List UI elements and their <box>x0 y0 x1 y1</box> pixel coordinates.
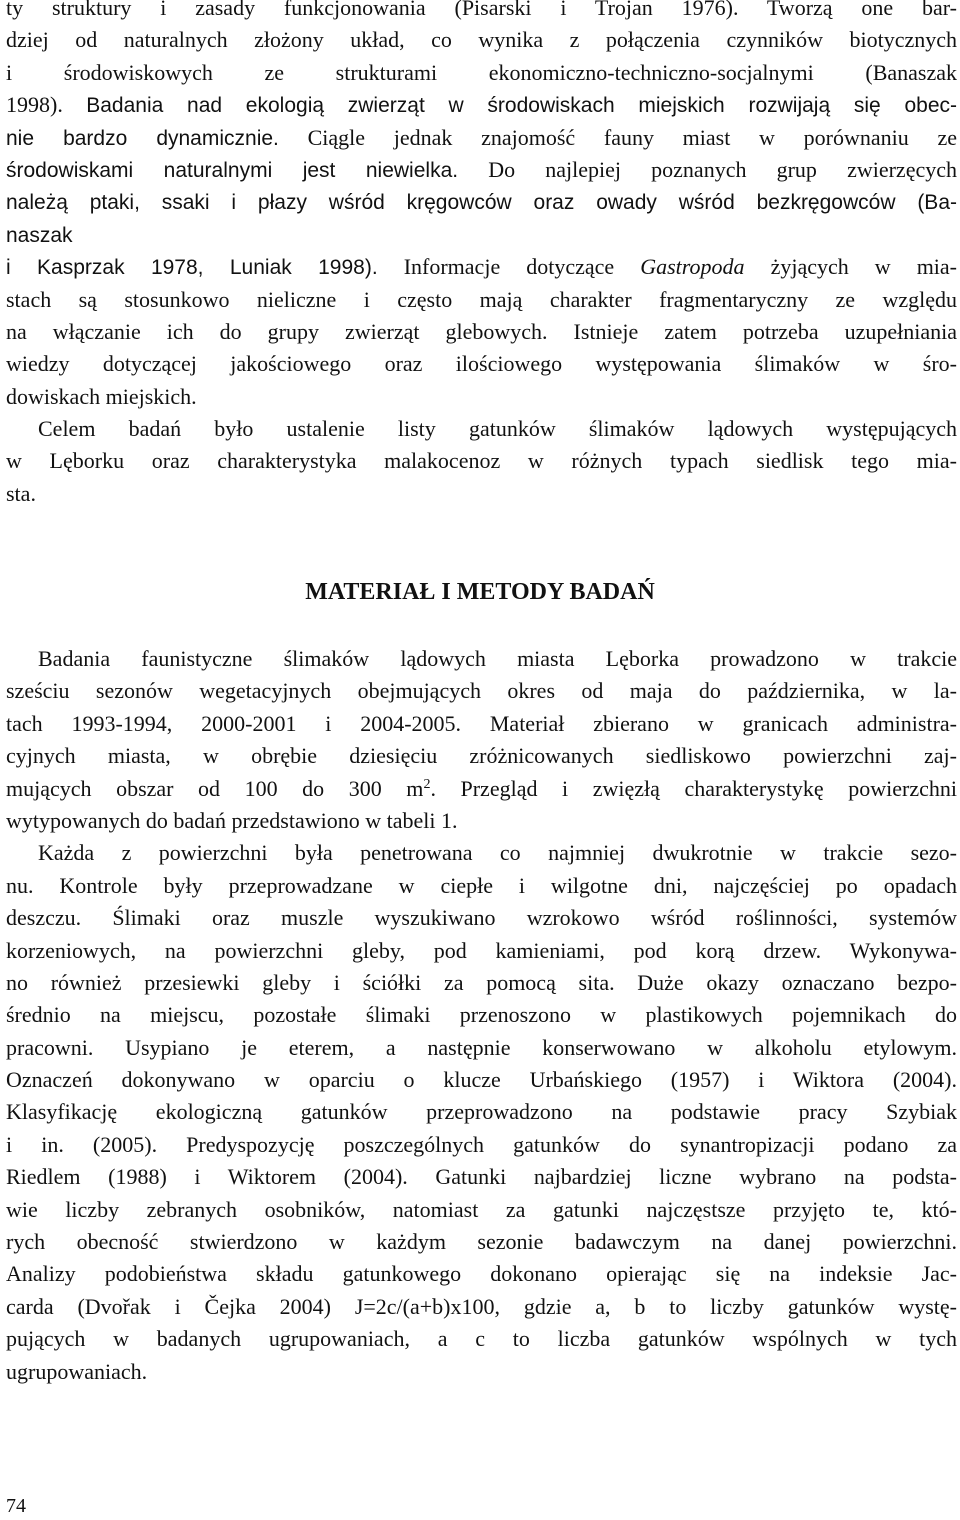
text-line <box>6 1356 957 1388</box>
text-line <box>6 1291 957 1323</box>
text-line <box>6 1226 957 1258</box>
text-line <box>6 967 957 999</box>
text-run: Do najlepiej poznanych grup zwierzęcych <box>458 156 957 182</box>
text-run: ty struktury i zasady funkcjonowania (Pisarski i Trojan 1976). Tworzą one bar- <box>6 0 957 20</box>
text-run: deszczu. Ślimaki oraz muszle wyszukiwano wzrokowo wśród roślinności, systemów <box>6 905 957 931</box>
text-line <box>6 1096 957 1128</box>
text-run: . Przegląd i zwięzłą charakterystykę powierzchni <box>430 775 957 801</box>
text-line <box>6 1323 957 1355</box>
text-run: Ciągle jednak znajomość fauny miast w porównaniu ze <box>278 124 957 150</box>
text-run: Klasyfikację ekologiczną gatunków przeprowadzono na podstawie pracy Szybiak <box>6 1099 957 1125</box>
text-run: sta. <box>6 480 36 506</box>
text-line <box>6 445 957 477</box>
text-line <box>6 1129 957 1161</box>
text-line <box>6 1258 957 1290</box>
text-run: mujących obszar od 100 do 300 m <box>6 775 424 801</box>
text-run: należą ptaki, ssaki i płazy wśród kręgowców oraz owady wśród bezkręgowców (Ba- <box>6 191 957 215</box>
text-run: tach 1993-1994, 2000-2001 i 2004-2005. Materiał zbierano w granicach administra- <box>6 710 957 736</box>
text-run: wiedzy dotyczącej jakościowego oraz ilościowego występowania ślimaków w śro- <box>6 351 957 377</box>
text-run: na włączanie ich do grupy zwierząt glebowych. <box>6 318 548 344</box>
section-heading: MATERIAŁ I METODY BADAŃ <box>305 579 655 605</box>
text-line <box>6 773 957 805</box>
text-run: korzeniowych, na powierzchni gleby, pod kamieniami, pod korą drzew. Wykonywa- <box>6 937 957 963</box>
text-line <box>6 478 957 510</box>
text-line <box>6 935 957 967</box>
text-line <box>6 1161 957 1193</box>
text-line <box>6 1032 957 1064</box>
text-run: Celem badań było ustalenie listy gatunków ślimaków lądowych występujących <box>38 416 957 442</box>
text-run: żyjących w mia- <box>744 254 957 280</box>
text-line <box>6 186 957 218</box>
text-line <box>6 381 957 413</box>
text-line <box>6 89 957 121</box>
text-run: cyjnych miasta, w obrębie dziesięciu zróżnicowanych siedliskowo powierzchni zaj- <box>6 743 957 769</box>
text-run: Badania faunistyczne ślimaków lądowych miasta Lęborka prowadzono w trakcie <box>38 646 957 671</box>
text-run: pracowni. Usypiano je eterem, a następnie konserwowano w alkoholu etylowym. <box>6 1034 957 1060</box>
text-line <box>6 837 957 869</box>
text-line <box>6 999 957 1031</box>
text-line <box>6 740 957 772</box>
text-line <box>6 805 957 837</box>
text-run: carda (Dvořak i Čejka 2004) J=2c/(a+b)x100, gdzie a, b to liczby gatunków wystę- <box>6 1293 957 1319</box>
text-line <box>6 708 957 740</box>
text-run: dziej od naturalnych złożony układ, co wynika z połączenia czynników biotycznych <box>6 27 957 53</box>
text-line <box>6 413 957 445</box>
text-line <box>6 0 957 24</box>
methods-paragraphs <box>6 643 957 1388</box>
italic-term: Gastropoda <box>640 254 745 280</box>
text-run: Riedlem (1988) i Wiktorem (2004). Gatunki najbardziej liczne wybrano na podsta- <box>6 1164 957 1190</box>
text-run: nu. Kontrole były przeprowadzane w ciepłe i wilgotne dni, najczęściej po opadach <box>6 872 957 898</box>
text-line <box>6 1194 957 1226</box>
superscript: 2 <box>423 776 431 792</box>
text-line <box>6 251 957 283</box>
text-run: no również przesiewki gleby i ściółki za pomocą sita. Duże okazy oznaczano bezpo- <box>6 969 957 995</box>
text-run: wytypowanych do badań przedstawiono w tabeli 1. <box>6 807 458 833</box>
text-run: stach są stosunkowo nieliczne i często mają charakter fragmentaryczny ze względu <box>6 286 957 312</box>
text-run: Oznaczeń dokonywano w oparciu o klucze Urbańskiego (1957) i Wiktora (2004). <box>6 1067 957 1093</box>
text-line <box>6 122 957 154</box>
text-line <box>6 675 957 707</box>
text-run: i in. (2005). Predyspozycję poszczególnych gatunków do synantropizacji podano za <box>6 1131 957 1157</box>
text-line <box>6 1064 957 1096</box>
text-line <box>6 154 957 186</box>
text-run: i środowiskowych ze strukturami ekonomiczno-techniczno-socjalnymi (Banaszak <box>6 59 957 85</box>
text-run: pujących w badanych ugrupowaniach, a c to liczba gatunków wspólnych w tych <box>6 1326 957 1352</box>
text-line <box>6 643 957 675</box>
text-run: dowiskach miejskich. <box>6 383 197 409</box>
text-run: rych obecność stwierdzono w każdym sezonie badawczym na danej powierzchni. <box>6 1229 957 1255</box>
text-run: nie bardzo dynamicznie. <box>6 126 279 150</box>
text-run: Każda z powierzchni była penetrowana co najmniej dwukrotnie w trakcie sezo- <box>38 840 957 866</box>
page-number: 74 <box>6 1495 26 1517</box>
text-line <box>6 284 957 316</box>
text-run: naszak <box>6 223 73 247</box>
text-run: sześciu sezonów wegetacyjnych obejmujących okres od maja do października, w la- <box>6 678 957 704</box>
text-run: Badania nad ekologią zwierząt w środowiskach miejskich rozwijają się obec- <box>86 94 957 118</box>
text-line <box>6 870 957 902</box>
text-line <box>6 24 957 56</box>
text-run: wie liczby zebranych osobników, natomiast za gatunki najczęstsze przyjęto te, któ- <box>6 1196 957 1222</box>
text-line <box>6 219 957 251</box>
text-run: środowiskami naturalnymi jest niewielka. <box>6 158 459 182</box>
text-run: Informacje dotyczące <box>377 254 641 280</box>
text-run: 1998). <box>6 92 87 118</box>
text-line <box>6 348 957 380</box>
text-run: i Kasprzak 1978, Luniak 1998). <box>6 256 378 280</box>
text-run: Analizy podobieństwa składu gatunkowego dokonano opierając się na indeksie Jac- <box>6 1261 957 1287</box>
text-run: w Lęborku oraz charakterystyka malakocenoz w różnych typach siedlisk tego mia- <box>6 448 957 474</box>
text-line <box>6 902 957 934</box>
text-line <box>6 316 957 348</box>
text-run: ugrupowaniach. <box>6 1358 148 1384</box>
text-run: Istnieje zatem potrzeba uzupełniania <box>547 318 957 344</box>
text-line <box>6 57 957 89</box>
text-run: średnio na miejscu, pozostałe ślimaki przenoszono w plastikowych pojemnikach do <box>6 1002 957 1028</box>
intro-paragraphs <box>6 0 957 510</box>
